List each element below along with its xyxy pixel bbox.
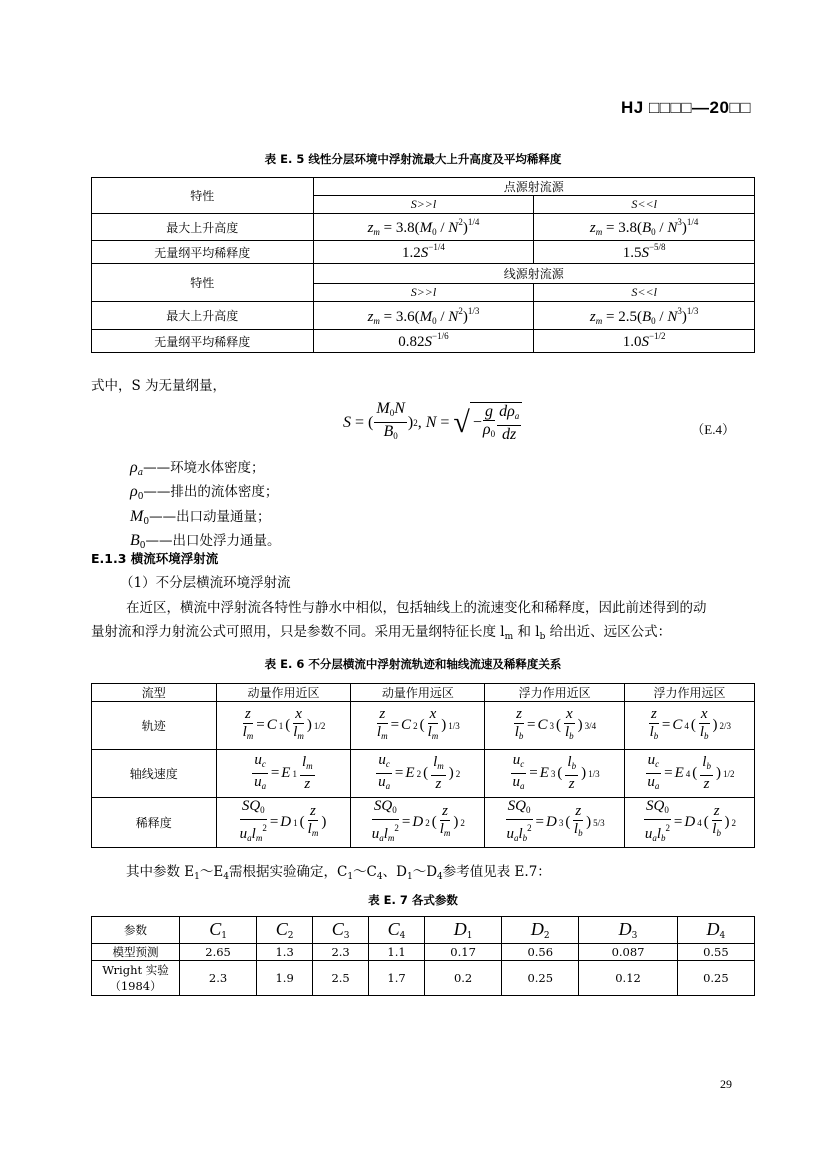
formula-cell: $z_m = 3.8(B_0 / N^3)^{1/4}$ [534, 214, 755, 241]
definition-item: $\rho_a——$环境水体密度； [130, 459, 265, 478]
table-header: 浮力作用近区 [485, 684, 625, 702]
param-col-header: $D_1$ [425, 917, 502, 944]
row-label: 稀释度 [92, 798, 217, 848]
table-cell: 2.5 [313, 961, 369, 996]
row-label: 轴线速度 [92, 750, 217, 798]
paragraph: 在近区，横流中浮射流各特性与静水中相似，包括轴线上的流速变化和稀释度，因此前述得到的动 [126, 600, 707, 616]
table-header: 动量作用近区 [216, 684, 351, 702]
max-height-label: 最大上升高度 [92, 302, 314, 330]
table-cell: 1.7 [369, 961, 425, 996]
definition-item: $B_0——$出口处浮力通量。 [130, 532, 281, 551]
row-label: Wright 实验 （1984） [92, 961, 180, 996]
param-col-header: $C_4$ [369, 917, 425, 944]
s-small-header: S<<l [534, 196, 755, 214]
formula-cell: $1.0S^{-1/2}$ [534, 330, 755, 353]
max-height-label: 最大上升高度 [92, 214, 314, 241]
table-e7-caption: 表 E. 7 各式参数 [368, 893, 458, 907]
param-col-header: $C_1$ [180, 917, 257, 944]
s-large-header: S>>l [313, 284, 534, 302]
table-e6 [91, 683, 755, 848]
formula-cell: $\frac{z}{l_b}$ = C 4 ( $\frac{x}{l_b}$ ) 2/3 [625, 702, 755, 750]
table-e6-caption: 表 E. 6 不分层横流中浮射流轨迹和轴线流速及稀释度关系 [264, 657, 562, 671]
feature-header: 特性 [92, 178, 314, 214]
s-small-header: S<<l [534, 284, 755, 302]
formula-cell: $\frac{u_c}{u_a}$ = E 2 ( $\frac{l_m}{z}$ ) 2 [351, 750, 485, 798]
s-large-header: S>>l [313, 196, 534, 214]
table-cell: 0.56 [502, 944, 579, 961]
table-cell: 0.087 [579, 944, 677, 961]
table-cell: 0.25 [502, 961, 579, 996]
dilution-label: 无量纲平均稀释度 [92, 330, 314, 353]
point-source-header: 点源射流源 [313, 178, 754, 196]
equation-number: （E.4） [691, 422, 735, 437]
formula-cell: $z_m = 2.5(B_0 / N^3)^{1/3}$ [534, 302, 755, 330]
document-header: HJ □□□□—20□□ [621, 98, 751, 117]
formula-cell: $1.5S^{-5/8}$ [534, 241, 755, 264]
table-cell: 0.25 [677, 961, 754, 996]
table-cell: 2.65 [180, 944, 257, 961]
table-cell: 1.9 [257, 961, 313, 996]
row-label: 轨迹 [92, 702, 217, 750]
formula-cell: $\frac{SQ_0}{u_al_b^2}$ = D 3 ( $\frac{z}{l_b}$ ) 5/3 [485, 798, 625, 848]
formula-cell: $\frac{z}{l_m}$ = C 2 ( $\frac{x}{l_m}$ ) 1/3 [351, 702, 485, 750]
formula-cell: $\frac{z}{l_m}$ = C 1 ( $\frac{x}{l_m}$ ) 1/2 [216, 702, 351, 750]
formula-cell: $\frac{u_c}{u_a}$ = E 4 ( $\frac{l_b}{z}$ ) 1/2 [625, 750, 755, 798]
table-cell: 2.3 [313, 944, 369, 961]
formula-cell: $1.2S^{-1/4}$ [313, 241, 534, 264]
formula-cell: $\frac{u_c}{u_a}$ = E 1 $\frac{l_m}{z}$ [216, 750, 351, 798]
table-row [92, 944, 755, 961]
feature-header: 特性 [92, 264, 314, 302]
param-col-header: $D_2$ [502, 917, 579, 944]
table-header: 流型 [92, 684, 217, 702]
table-e5 [91, 177, 755, 353]
table-cell: 0.55 [677, 944, 754, 961]
table-cell: 0.2 [425, 961, 502, 996]
table-cell: 0.17 [425, 944, 502, 961]
dilution-label: 无量纲平均稀释度 [92, 241, 314, 264]
page-number: 29 [720, 1077, 732, 1091]
subsection-heading: （1）不分层横流环境浮射流 [120, 575, 291, 591]
table-cell: 0.12 [579, 961, 677, 996]
definition-item: $M_0——$出口动量通量； [130, 508, 271, 527]
formula-cell: $z_m = 3.8(M_0 / N^2)^{1/4}$ [313, 214, 534, 241]
section-heading: E.1.3 横流环境浮射流 [91, 551, 219, 566]
table-cell: 1.1 [369, 944, 425, 961]
param-header: 参数 [92, 917, 180, 944]
table-e7 [91, 916, 755, 996]
table-cell: 1.3 [257, 944, 313, 961]
formula-intro: 式中，S 为无量纲量， [91, 378, 227, 394]
equation-e4: S = ( $\frac{M_0N}{B_0}$ ) 2 , N = √ − $\frac{g}{\rho_0}$ $\frac{d\rho_a}{dz}$ [343, 400, 522, 445]
param-col-header: $D_3$ [579, 917, 677, 944]
table-header: 浮力作用远区 [625, 684, 755, 702]
formula-cell: $\frac{SQ_0}{u_al_b^2}$ = D 4 ( $\frac{z}{l_b}$ ) 2 [625, 798, 755, 848]
param-col-header: $D_4$ [677, 917, 754, 944]
row-label: 模型预测 [92, 944, 180, 961]
formula-cell: $\frac{SQ_0}{u_al_m^2}$ = D 1 ( $\frac{z}{l_m}$ ) [216, 798, 351, 848]
paragraph: 量射流和浮力射流公式可照用，只是参数不同。采用无量纲特征长度 $l_m$ 和 $l_b$ 给出近、远区公式： [91, 624, 672, 642]
param-col-header: $C_3$ [313, 917, 369, 944]
table-cell: 2.3 [180, 961, 257, 996]
definition-item: $\rho_0——$排出的流体密度； [130, 483, 279, 502]
formula-cell: $\frac{z}{l_b}$ = C 3 ( $\frac{x}{l_b}$ ) 3/4 [485, 702, 625, 750]
table-e5-caption: 表 E. 5 线性分层环境中浮射流最大上升高度及平均稀释度 [264, 152, 562, 166]
formula-cell: $z_m = 3.6(M_0 / N^2)^{1/3}$ [313, 302, 534, 330]
formula-cell: $0.82S^{-1/6}$ [313, 330, 534, 353]
param-col-header: $C_2$ [257, 917, 313, 944]
formula-cell: $\frac{SQ_0}{u_al_m^2}$ = D 2 ( $\frac{z}{l_m}$ ) 2 [351, 798, 485, 848]
line-source-header: 线源射流源 [313, 264, 754, 284]
table-header: 动量作用远区 [351, 684, 485, 702]
formula-cell: $\frac{u_c}{u_a}$ = E 3 ( $\frac{l_b}{z}$ ) 1/3 [485, 750, 625, 798]
table-row [92, 961, 755, 996]
paragraph: 其中参数 $E_1\sim E_4$需根据实验确定，$C_1\sim C_4$、$D_1\sim D_4$参考值见表 E.7： [126, 864, 551, 882]
